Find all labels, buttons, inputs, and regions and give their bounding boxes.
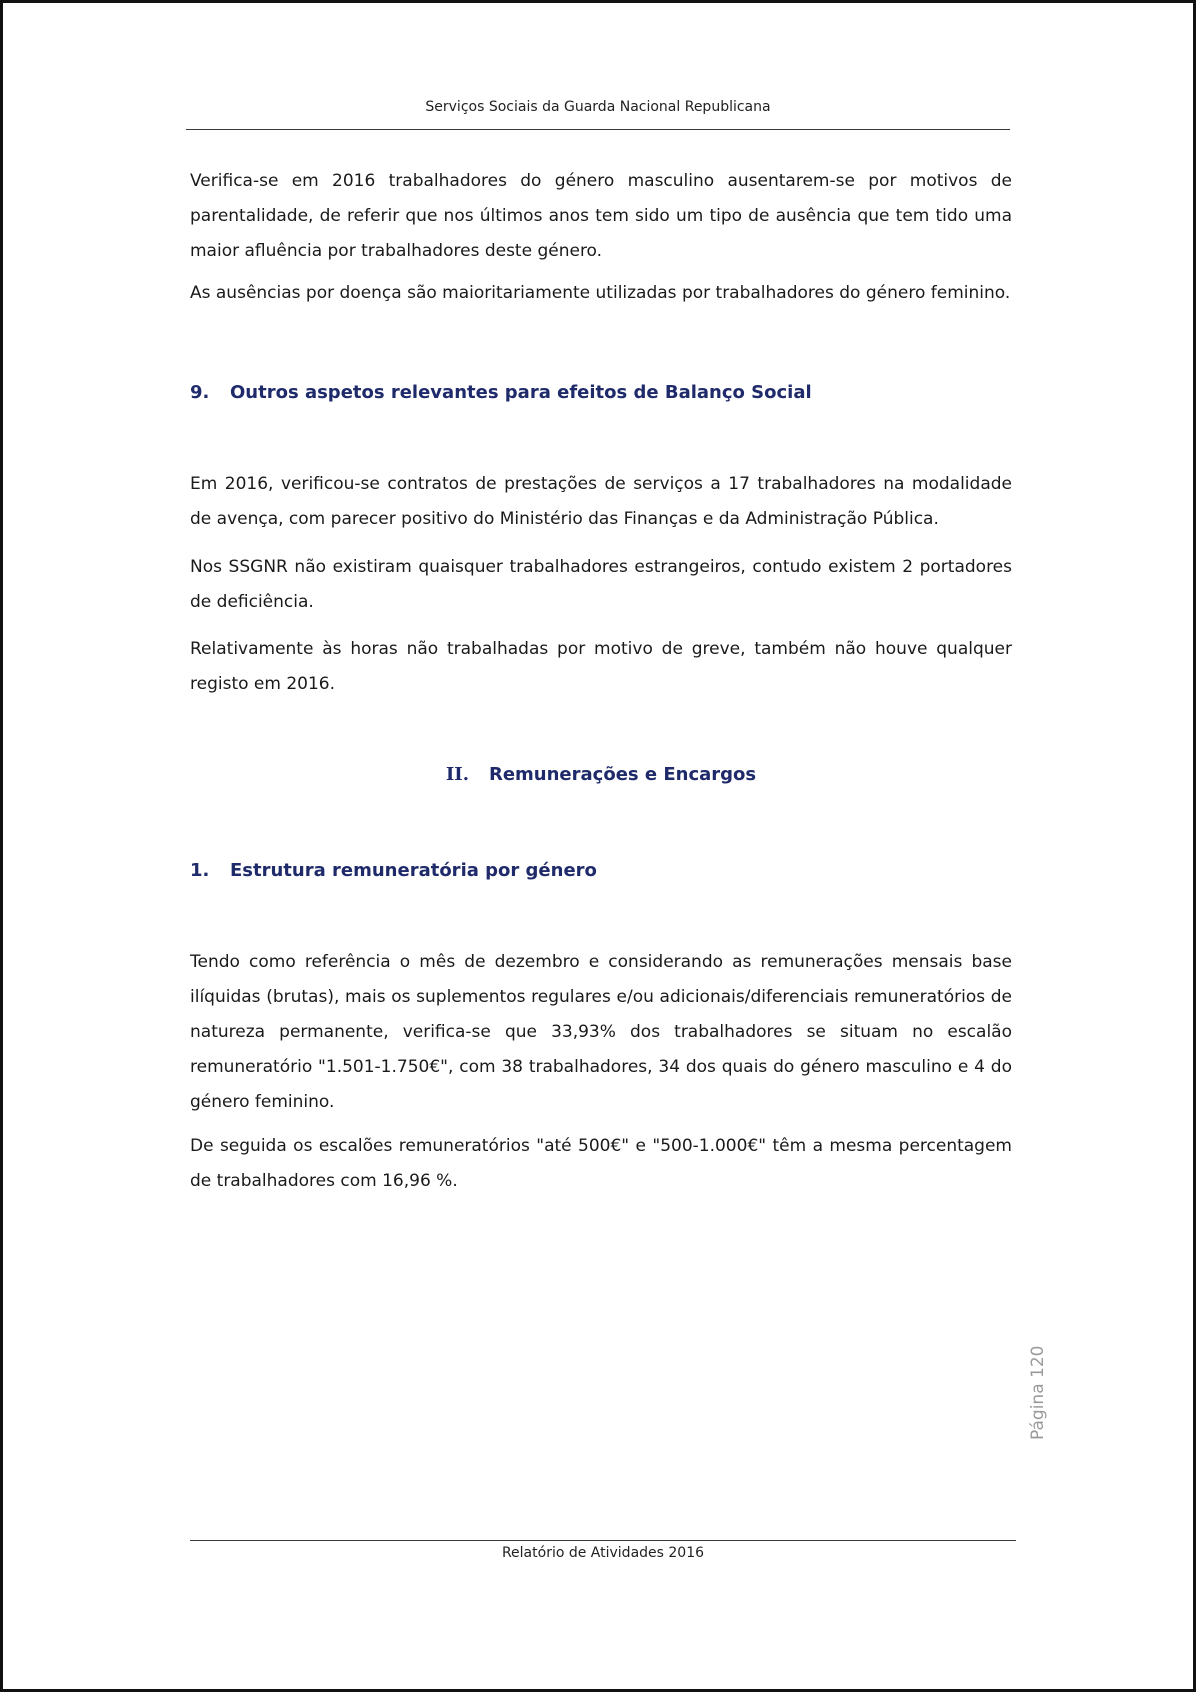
part-2-number: II.	[445, 764, 469, 785]
scan-border-top	[0, 0, 1196, 3]
part-2-title: Remunerações e Encargos	[488, 764, 757, 785]
footer-divider	[190, 1540, 1016, 1541]
section-9-paragraph-2: Nos SSGNR não existiram quaisquer trabalhadores estrangeiros, contudo existem 2 portadores de deficiência.	[190, 557, 1012, 612]
page-number: Página 120	[1028, 1345, 1048, 1440]
section-1-paragraph-1: Tendo como referência o mês de dezembro e considerando as remunerações mensais base ilíquidas (brutas), mais os suplementos regulares e/ou adicionais/diferenciais remuneratórios de natureza permanente, verifica-se que 33,93% dos trabalhadores se situam no escalão remuneratório "1.501-1.750€", com 38 trabalhadores, 34 dos quais do género masculino e 4 do género feminino.	[190, 952, 1012, 1112]
scan-border-left	[0, 0, 3, 1692]
page-footer: Relatório de Atividades 2016	[501, 1545, 705, 1561]
section-1-paragraph-2: De seguida os escalões remuneratórios "até 500€" e "500-1.000€" têm a mesma percentagem de trabalhadores com 16,96 %.	[190, 1136, 1012, 1191]
section-1-heading	[190, 860, 1010, 881]
intro-paragraph-2: As ausências por doença são maioritariamente utilizadas por trabalhadores do género feminino.	[190, 283, 1011, 303]
section-9-paragraph-1: Em 2016, verificou-se contratos de prestações de serviços a 17 trabalhadores na modalidade de avença, com parecer positivo do Ministério das Finanças e da Administração Pública.	[190, 474, 1012, 529]
intro-paragraph-1: Verifica-se em 2016 trabalhadores do género masculino ausentarem-se por motivos de parentalidade, de referir que nos últimos anos tem sido um tipo de ausência que tem tido uma maior afluência por trabalhadores deste género.	[190, 171, 1012, 261]
section-9-paragraph-3: Relativamente às horas não trabalhadas por motivo de greve, também não houve qualquer registo em 2016.	[190, 639, 1012, 694]
page-header: Serviços Sociais da Guarda Nacional Republicana	[425, 99, 771, 115]
section-9-title: Outros aspetos relevantes para efeitos de Balanço Social	[230, 382, 812, 403]
section-9-number: 9.	[190, 382, 210, 403]
part-2-heading	[190, 764, 1012, 785]
header-divider	[186, 129, 1010, 130]
section-1-number: 1.	[190, 860, 210, 881]
section-9-heading	[190, 382, 1010, 403]
section-1-title: Estrutura remuneratória por género	[230, 860, 597, 881]
